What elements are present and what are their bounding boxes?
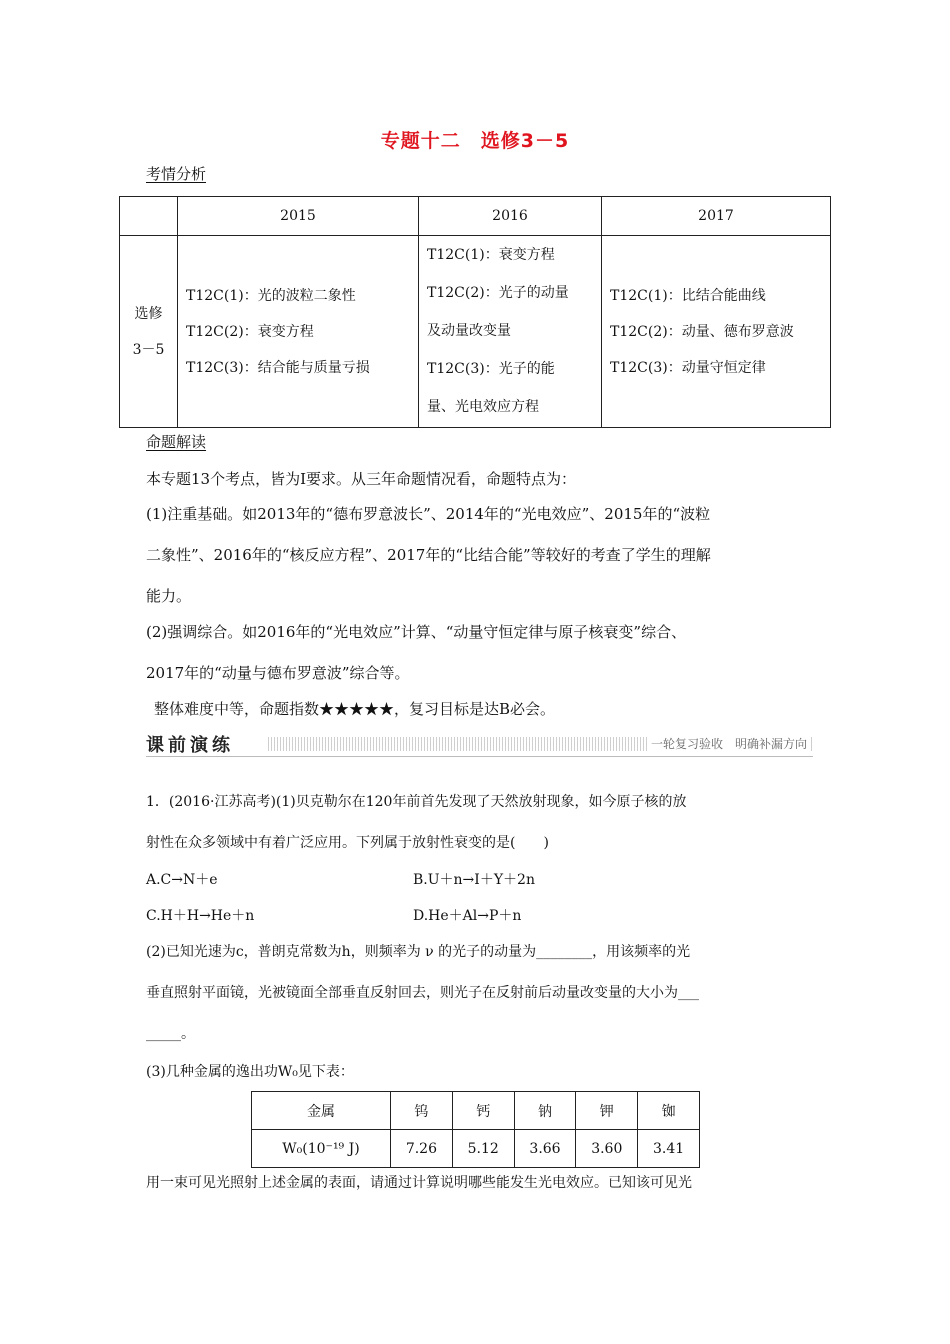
paragraph-line: 本专题13个考点，皆为Ⅰ要求。从三年命题情况看，命题特点为： (146, 470, 577, 488)
list-item: T12C(3)：光子的能 (427, 361, 555, 377)
section-heading-exam-analysis: 考情分析 (146, 165, 207, 183)
row-label-cell (120, 236, 178, 428)
year-2015-header: 2015 (178, 197, 419, 236)
paragraph-line: 能力。 (146, 587, 192, 605)
row-label-line: 选修 (134, 305, 163, 322)
section-banner (146, 731, 813, 757)
option-a: A.C→N＋e (146, 872, 218, 888)
table-cell: 3.66 (514, 1130, 576, 1168)
banner-subtitle: 一轮复习验收 明确补漏方向 (650, 737, 807, 751)
table-header-cell: 铷 (638, 1092, 700, 1130)
list-item: T12C(2)：动量、德布罗意波 (610, 323, 794, 340)
paragraph-line: 2017年的“动量与德布罗意波”综合等。 (146, 664, 410, 682)
work-function-table (251, 1091, 700, 1168)
list-item: 量、光电效应方程 (427, 399, 539, 415)
list-item: T12C(3)：结合能与质量亏损 (186, 359, 370, 376)
paragraph-line: (2)强调综合。如2016年的“光电效应”计算、“动量守恒定律与原子核衰变”综合、 (146, 623, 687, 641)
table-header-row (120, 197, 831, 236)
row-label-line: 3－5 (132, 341, 165, 358)
question-line: 射性在众多领域中有着广泛应用。下列属于放射性衰变的是( ) (146, 835, 549, 851)
table-cell: 5.12 (452, 1130, 514, 1168)
year-2016-header: 2016 (419, 197, 602, 236)
table-cell: 3.41 (638, 1130, 700, 1168)
table-header-cell: 钙 (452, 1092, 514, 1130)
option-b: B.U＋n→I＋Y＋2n (413, 872, 535, 888)
question-line: 垂直照射平面镜，光被镜面全部垂直反射回去，则光子在反射前后动量改变量的大小为___ (146, 985, 699, 1001)
cell-2017 (602, 236, 831, 428)
table-header-cell: 钾 (576, 1092, 638, 1130)
table-corner-cell (120, 197, 178, 236)
divider (146, 756, 813, 757)
year-2017-header: 2017 (602, 197, 831, 236)
table-header-cell: 钠 (514, 1092, 576, 1130)
cell-2015 (178, 236, 419, 428)
table-header-row (252, 1092, 700, 1130)
question-line: 用一束可见光照射上述金属的表面，请通过计算说明哪些能发生光电效应。已知该可见光 (146, 1175, 692, 1191)
table-header-cell: 金属 (252, 1092, 391, 1130)
question-line: (3)几种金属的逸出功W₀见下表： (146, 1064, 354, 1080)
table-cell: 3.60 (576, 1130, 638, 1168)
page-title: 专题十二 选修3－5 (380, 130, 570, 152)
question-line: 1．(2016·江苏高考)(1)贝克勒尔在120年前首先发现了天然放射现象，如今原子核的放 (146, 794, 687, 810)
list-item: T12C(2)：光子的动量 (427, 285, 569, 301)
list-item: 及动量改变量 (427, 323, 511, 339)
table-header-cell: 钨 (391, 1092, 453, 1130)
table-row (252, 1130, 700, 1168)
paragraph-line: (1)注重基础。如2013年的“德布罗意波长”、2014年的“光电效应”、2015年的“波粒 (146, 505, 711, 523)
paragraph-line: 整体难度中等，命题指数★★★★★，复习目标是达B必会。 (154, 700, 556, 718)
table-cell: W₀(10⁻¹⁹ J) (252, 1130, 391, 1168)
table-cell: 7.26 (391, 1130, 453, 1168)
option-d: D.He＋Al→P＋n (413, 908, 522, 924)
list-item: T12C(3)：动量守恒定律 (610, 359, 766, 376)
paragraph-line: 二象性”、2016年的“核反应方程”、2017年的“比结合能”等较好的考查了学生的理解 (146, 546, 711, 564)
cell-2016 (419, 236, 602, 428)
list-item: T12C(1)：光的波粒二象性 (186, 287, 356, 304)
exam-analysis-table (119, 196, 831, 428)
banner-label: 课前演练 (146, 735, 234, 756)
question-line: _____。 (146, 1026, 195, 1042)
list-item: T12C(2)：衰变方程 (186, 323, 314, 340)
section-heading-interpretation: 命题解读 (146, 433, 207, 451)
list-item: T12C(1)：衰变方程 (427, 247, 555, 263)
list-item: T12C(1)：比结合能曲线 (610, 287, 766, 304)
question-line: (2)已知光速为c，普朗克常数为h，则频率为 ν 的光子的动量为________，用该频率的光 (146, 944, 691, 960)
option-c: C.H＋H→He＋n (146, 908, 255, 924)
table-row (120, 236, 831, 428)
